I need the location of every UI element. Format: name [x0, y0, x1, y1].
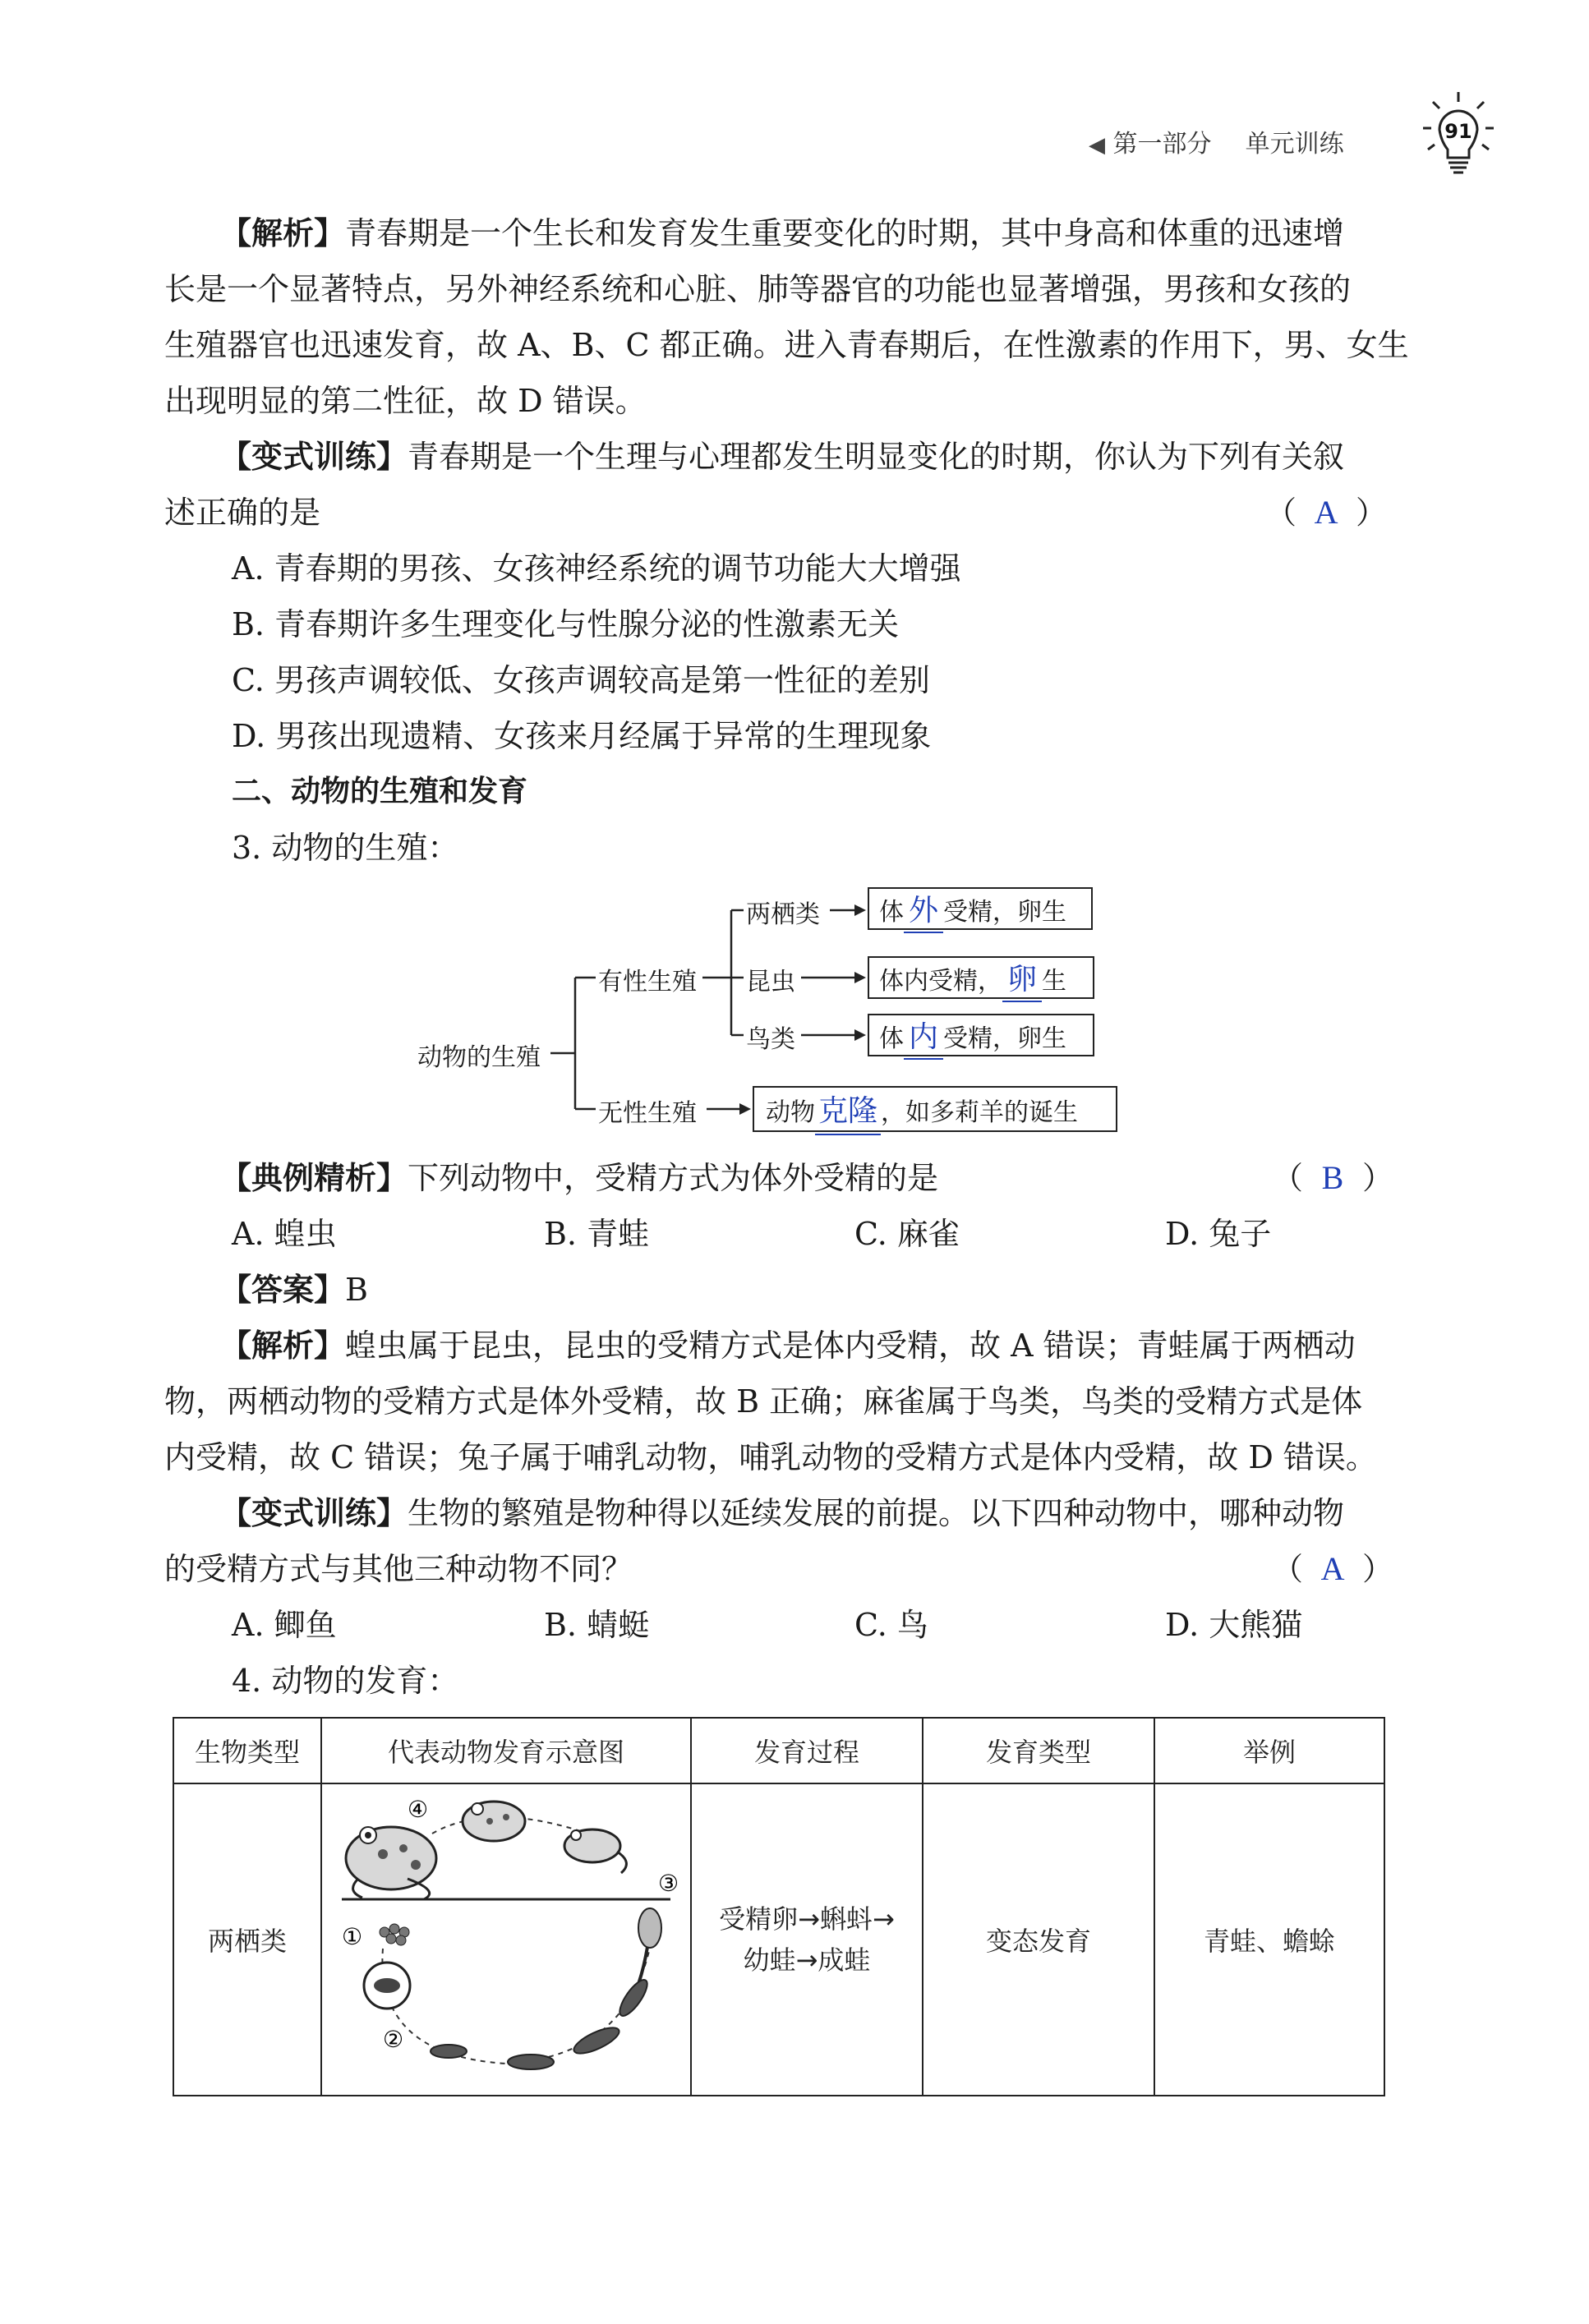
table-header: 举例	[1154, 1718, 1384, 1783]
diagram-box-bird: 体 内 受精，卵生	[868, 1014, 1094, 1056]
page-number-badge	[1421, 90, 1495, 181]
example-analysis-line-3: 内受精，故 C 错误；兔子属于哺乳动物，哺乳动物的受精方式是体内受精，故 D 错误。	[164, 1439, 1377, 1475]
analysis-1-line-4: 出现明显的第二性征，故 D 错误。	[164, 383, 647, 419]
cell-type: 两栖类	[173, 1783, 321, 2096]
diagram-asexual: 无性生殖	[598, 1099, 697, 1128]
variant-1-answer-slot: （ A ）	[1265, 485, 1387, 541]
variant-1-line-2: 述正确的是	[164, 495, 321, 531]
page-header	[1089, 123, 1344, 159]
variant-1-line-1: 【变式训练】青春期是一个生理与心理都发生明显变化的时期，你认为下列有关叙	[220, 439, 1345, 475]
variant-2-answer-slot: （ A ）	[1272, 1541, 1393, 1597]
example-option-b: B. 青蛙	[544, 1216, 650, 1252]
tadpole-icon	[431, 1977, 652, 2069]
diagram-sexual: 有性生殖	[598, 968, 697, 996]
variant-2-tag: 【变式训练】	[220, 1495, 408, 1531]
diagram-insect: 昆虫	[746, 968, 795, 996]
fill-blank-4: 克隆	[815, 1088, 881, 1135]
variant-tag: 【变式训练】	[220, 439, 408, 475]
diagram-box-asexual: 动物 克隆 ，如多莉羊的诞生	[753, 1086, 1117, 1132]
cell-diagram	[321, 1783, 691, 2096]
example-tag: 【典例精析】	[220, 1160, 408, 1196]
frog-lifecycle-illustration	[325, 1784, 687, 2088]
variant-2-line-1: 【变式训练】生物的繁殖是物种得以延续发展的前提。以下四种动物中，哪种动物	[220, 1495, 1345, 1531]
analysis-tag: 【解析】	[220, 215, 346, 251]
egg-mass-icon	[380, 1924, 409, 1945]
page-number: 91	[1444, 120, 1472, 143]
variant-2-option-a: A. 鲫鱼	[232, 1607, 337, 1643]
table-header: 生物类型	[173, 1718, 321, 1783]
embryo-icon	[364, 1963, 410, 2009]
variant-2-option-c: C. 鸟	[854, 1607, 928, 1643]
example-analysis-line-2: 物，两栖动物的受精方式是体外受精，故 B 正确；麻雀属于鸟类，鸟类的受精方式是体	[164, 1383, 1363, 1420]
diagram-amphibian: 两栖类	[746, 900, 820, 929]
adult-frog-icon	[346, 1827, 436, 1899]
example-answer: B	[1321, 1159, 1344, 1196]
example-option-a: A. 蝗虫	[232, 1216, 337, 1252]
example-analysis-line-1: 【解析】蝗虫属于昆虫，昆虫的受精方式是体内受精，故 A 错误；青蛙属于两栖动	[220, 1328, 1356, 1364]
development-table	[173, 1717, 1385, 2096]
table-header: 代表动物发育示意图	[321, 1718, 691, 1783]
item-3-title: 3. 动物的生殖：	[232, 830, 459, 866]
section-2-title: 二、动物的生殖和发育	[232, 775, 528, 808]
example-answer-slot: （ B ）	[1272, 1150, 1393, 1206]
variant-2-option-b: B. 蜻蜓	[544, 1607, 650, 1643]
fill-blank-3: 内	[904, 1015, 943, 1060]
example-question: 【典例精析】下列动物中，受精方式为体外受精的是	[220, 1160, 939, 1196]
example-answer-line: 【答案】B	[220, 1272, 368, 1308]
table-header: 发育类型	[923, 1718, 1154, 1783]
variant-1-option-b: B. 青春期许多生理变化与性腺分泌的性激素无关	[232, 606, 900, 642]
table-header-row	[173, 1718, 1384, 1783]
stage-label-2: ②	[383, 2026, 404, 2053]
header-unit: 单元训练	[1245, 130, 1344, 159]
stage-label-4: ④	[408, 1796, 429, 1823]
froglet-icon	[564, 1829, 626, 1873]
variant-1-answer: A	[1314, 494, 1338, 531]
diagram-root: 动物的生殖	[417, 1043, 541, 1072]
answer-tag: 【答案】	[220, 1272, 346, 1308]
fill-blank-2: 卵	[1002, 958, 1042, 1002]
reproduction-diagram	[411, 871, 1134, 1142]
table-row	[173, 1783, 1384, 2096]
analysis-1-line-3: 生殖器官也迅速发育，故 A、B、C 都正确。进入青春期后，在性激素的作用下，男、女生	[164, 327, 1409, 363]
analysis-1-line-2: 长是一个显著特点，另外神经系统和心脏、肺等器官的功能也显著增强，男孩和女孩的	[164, 271, 1352, 307]
diagram-box-insect: 体内受精， 卵 生	[868, 956, 1094, 999]
cell-examples: 青蛙、蟾蜍	[1154, 1783, 1384, 2096]
stage-label-1: ①	[342, 1923, 363, 1950]
example-option-d: D. 兔子	[1165, 1216, 1272, 1252]
variant-1-option-c: C. 男孩声调较低、女孩声调较高是第一性征的差别	[232, 662, 930, 698]
example-option-c: C. 麻雀	[854, 1216, 960, 1252]
item-4-title: 4. 动物的发育：	[232, 1663, 459, 1699]
variant-1-option-a: A. 青春期的男孩、女孩神经系统的调节功能大大增强	[232, 550, 961, 587]
back-arrow-icon: ◀	[1089, 133, 1105, 158]
table-header: 发育过程	[691, 1718, 923, 1783]
variant-1-option-d: D. 男孩出现遗精、女孩来月经属于异常的生理现象	[232, 718, 932, 754]
diagram-bird: 鸟类	[746, 1025, 795, 1054]
analysis-1-line-1: 【解析】青春期是一个生长和发育发生重要变化的时期，其中身高和体重的迅速增	[220, 215, 1345, 251]
cell-process: 受精卵→蝌蚪→ 幼蛙→成蛙	[691, 1783, 923, 2096]
fill-blank-1: 外	[904, 889, 943, 933]
stage-label-3: ③	[658, 1870, 679, 1897]
young-frog-icon	[463, 1802, 525, 1841]
example-analysis-tag: 【解析】	[220, 1328, 346, 1364]
header-section: 第一部分	[1112, 130, 1212, 159]
diagram-box-amphibian: 体 外 受精，卵生	[868, 887, 1093, 930]
variant-2-answer: A	[1320, 1550, 1345, 1587]
cell-dev-type: 变态发育	[923, 1783, 1154, 2096]
variant-2-option-d: D. 大熊猫	[1165, 1607, 1303, 1643]
variant-2-line-2: 的受精方式与其他三种动物不同？	[164, 1551, 633, 1587]
